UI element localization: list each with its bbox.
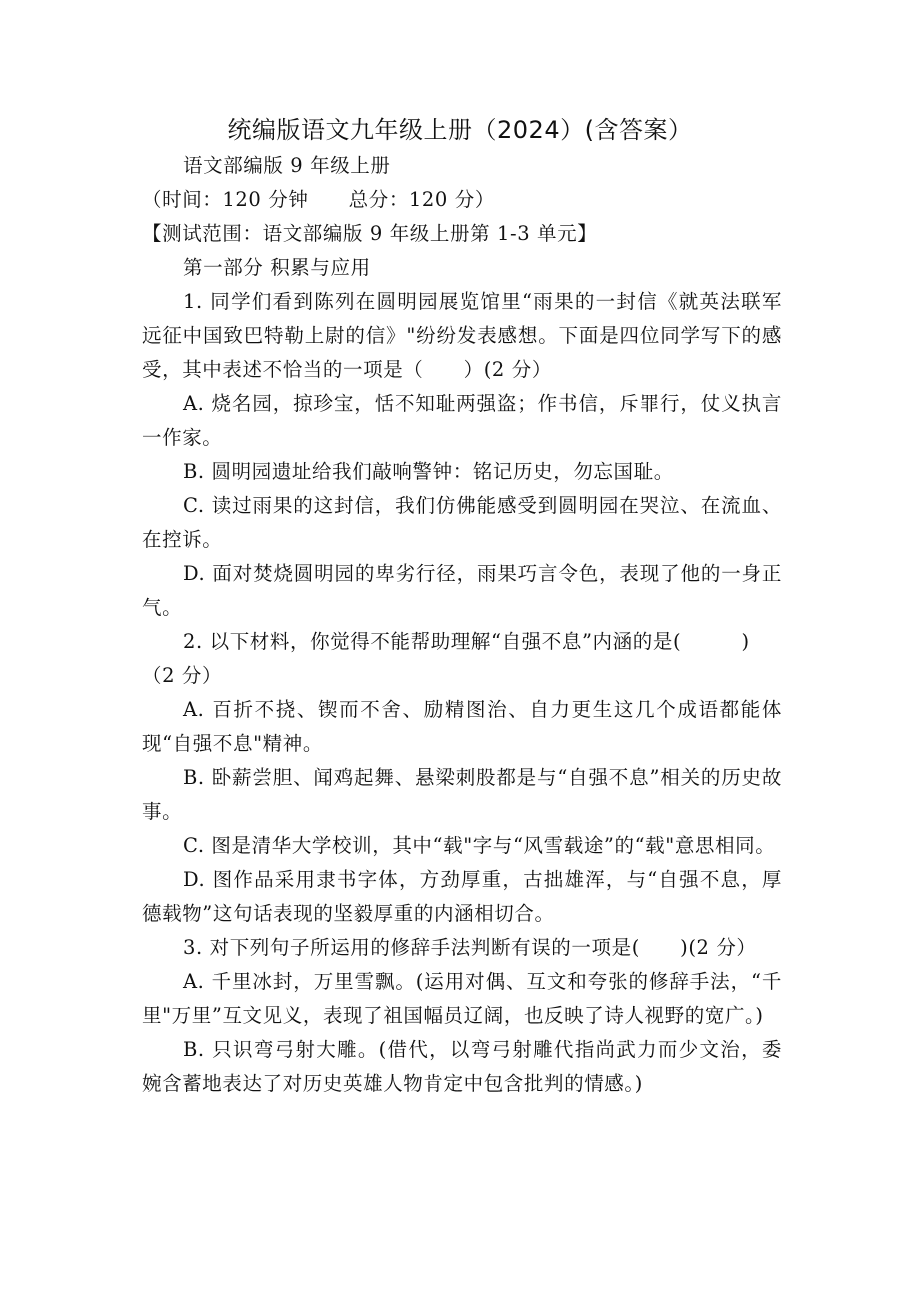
header-line-scope: 【测试范围：语文部编版 9 年级上册第 1-3 单元】	[142, 222, 598, 245]
question-2-stem: 2. 以下材料，你觉得不能帮助理解“自强不息”内涵的是( )	[183, 630, 750, 653]
question-2-option-a: A. 百折不挠、锲而不舍、励精图治、自力更生这几个成语都能体现“自强不息"精神。	[142, 698, 782, 755]
question-1-option-b: B. 圆明园遗址给我们敲响警钟：铭记历史，勿忘国耻。	[183, 460, 674, 483]
question-1-stem: 1. 同学们看到陈列在圆明园展览馆里“雨果的一封信《就英法联军远征中国致巴特勒上尉的信》"纷纷发表感想。下面是四位同学写下的感受，其中表述不恰当的一项是（ ）(2 分）	[142, 290, 782, 381]
question-3-option-a: A. 千里冰封，万里雪飘。(运用对偶、互文和夸张的修辞手法，“千里"万里”互文见义，表现了祖国幅员辽阔，也反映了诗人视野的宽广。)	[142, 970, 782, 1027]
question-2-option-b: B. 卧薪尝胆、闻鸡起舞、悬梁刺股都是与“自强不息”相关的历史故事。	[142, 766, 782, 823]
question-2-option-d: D. 图作品采用隶书字体，方劲厚重，古拙雄浑，与“自强不息，厚德载物”这句话表现的坚毅厚重的内涵相切合。	[142, 868, 782, 925]
question-3-option-b: B. 只识弯弓射大雕。(借代，以弯弓射雕代指尚武力而少文治，委婉含蓄地表达了对历史英雄人物肯定中包含批判的情感。)	[142, 1038, 782, 1095]
header-line-time-score: （时间：120 分钟 总分：120 分）	[142, 188, 495, 211]
question-1-option-c: C. 读过雨果的这封信，我们仿佛能感受到圆明园在哭泣、在流血、在控诉。	[142, 494, 782, 551]
document-body	[142, 149, 782, 1101]
question-1-option-d: D. 面对焚烧圆明园的卑劣行径，雨果巧言令色，表现了他的一身正气。	[142, 562, 782, 619]
section-heading: 第一部分 积累与应用	[183, 256, 371, 279]
question-2-score: （2 分）	[142, 664, 223, 687]
header-line-subject: 语文部编版 9 年级上册	[183, 154, 391, 177]
question-1-option-a: A. 烧名园，掠珍宝，恬不知耻两强盗；作书信，斥罪行，仗义执言一作家。	[142, 392, 782, 449]
question-3-stem: 3. 对下列句子所运用的修辞手法判断有误的一项是( )(2 分）	[183, 936, 757, 959]
question-2-option-c: C. 图是清华大学校训，其中“载"字与“风雪载途”的“载"意思相同。	[183, 834, 776, 857]
document-title: 统编版语文九年级上册（2024）(含答案）	[227, 116, 693, 144]
